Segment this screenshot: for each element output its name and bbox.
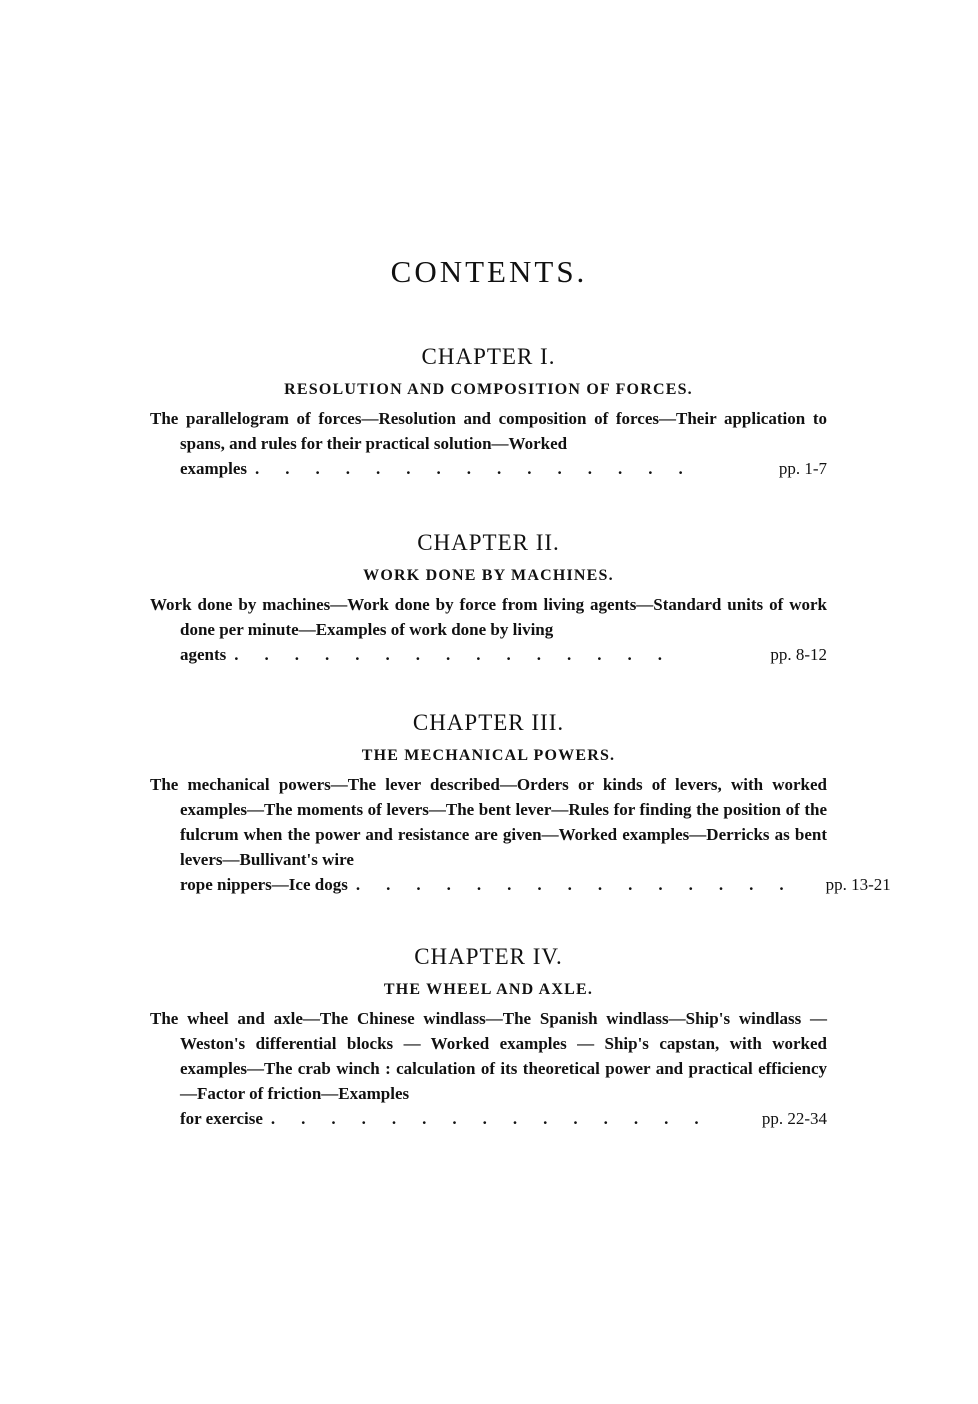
chapter-entry-line bbox=[150, 1106, 827, 1131]
chapter-description-tail: agents bbox=[180, 645, 227, 664]
chapter-entry-line bbox=[150, 872, 891, 897]
chapter-subtitle: THE WHEEL AND AXLE. bbox=[383, 981, 594, 998]
chapter-heading: CHAPTER II. bbox=[417, 530, 560, 555]
chapter-entry-line bbox=[150, 642, 827, 667]
chapter-entry-line bbox=[150, 456, 827, 481]
page-range: pp. 1-7 bbox=[778, 459, 827, 478]
chapter-description: Work done by machines—Work done by force from living agents—Standard units of work done per minute—Examples of work done by living bbox=[150, 595, 827, 639]
chapter-description: The wheel and axle—The Chinese windlass—The Spanish windlass—Ship's windlass — Weston's differential blocks — Worked examples — Ship's capstan, with worked examples—The crab winch : calculation of its theoretical power and practical efficiency—Factor of friction—Examples bbox=[150, 1009, 827, 1103]
chapter-subtitle: RESOLUTION AND COMPOSITION OF FORCES. bbox=[284, 381, 693, 398]
chapter-heading: CHAPTER IV. bbox=[414, 944, 563, 969]
chapter-1 bbox=[150, 340, 827, 481]
page-range: pp. 22-34 bbox=[761, 1109, 827, 1128]
page-range: pp. 8-12 bbox=[770, 645, 827, 664]
page-range: pp. 13-21 bbox=[825, 875, 891, 894]
leader-dots: ............... bbox=[234, 645, 689, 664]
leader-dots: ............... bbox=[355, 875, 810, 894]
chapter-description: The mechanical powers—The lever described—Orders or kinds of levers, with worked examples—The moments of levers—The bent lever—Rules for finding the position of the fulcrum when the power and resistance are given—Worked examples—Derricks as bent levers—Bullivant's wire bbox=[150, 775, 827, 869]
chapter-3 bbox=[150, 706, 891, 897]
chapter-description: The parallelogram of forces—Resolution and composition of forces—Their application to spans, and rules for their practical solution—Worked bbox=[150, 409, 827, 453]
chapter-subtitle: THE MECHANICAL POWERS. bbox=[361, 747, 616, 764]
chapter-description-tail: for exercise bbox=[180, 1109, 263, 1128]
chapter-2 bbox=[150, 526, 827, 667]
chapter-4 bbox=[150, 940, 827, 1131]
chapter-subtitle: WORK DONE BY MACHINES. bbox=[363, 567, 614, 584]
chapter-heading: CHAPTER III. bbox=[412, 710, 565, 735]
chapter-description-tail: rope nippers—Ice dogs bbox=[180, 875, 348, 894]
leader-dots: ............... bbox=[270, 1109, 725, 1128]
leader-dots: ............... bbox=[255, 459, 709, 478]
chapter-description-tail: examples bbox=[180, 459, 248, 478]
page-title: CONTENTS. bbox=[390, 254, 588, 289]
chapter-heading: CHAPTER I. bbox=[421, 344, 556, 369]
